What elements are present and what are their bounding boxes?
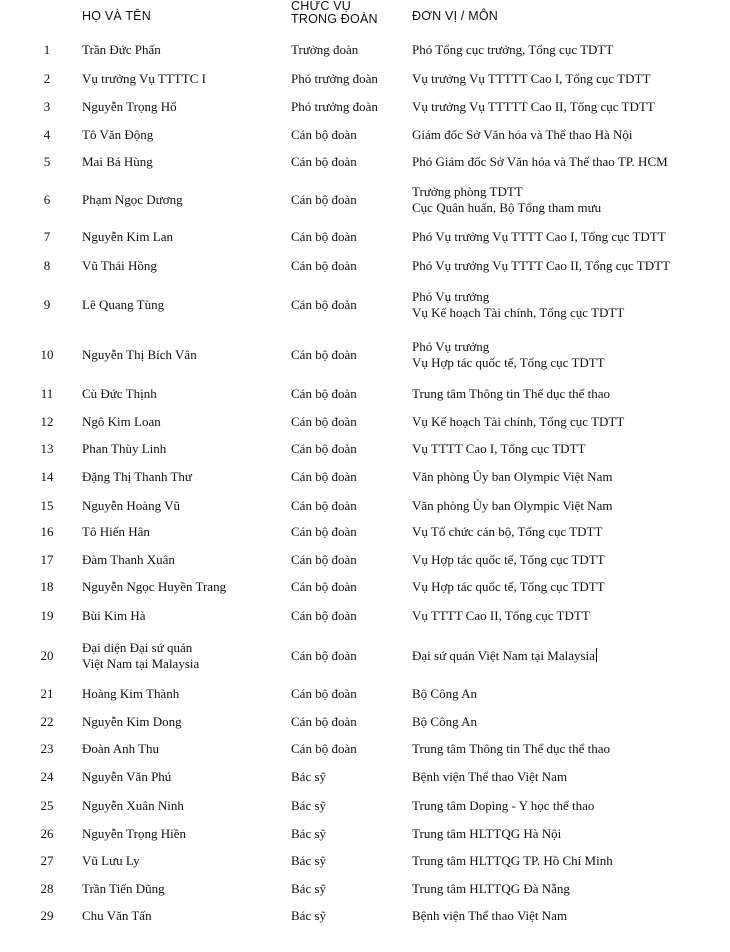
row-index: 8 [43,258,51,273]
row-unit-line: Trung tâm HLTTQG TP. Hồ Chí Minh [412,853,613,868]
row-role: Cán bộ đoàn [291,192,357,207]
table-header [0,0,730,44]
row-unit-line: Trưởng phòng TDTT [412,184,523,199]
row-role: Cán bộ đoàn [291,686,357,701]
row-name [82,524,150,540]
row-unit [412,469,612,485]
row-role: Cán bộ đoàn [291,229,357,244]
row-name-line: Nguyễn Kim Dong [82,714,182,729]
row-name [82,826,186,842]
row-unit [412,826,561,842]
row-unit-line: Phó Vụ trưởng Vụ TTTT Cao II, Tổng cục TDTT [412,258,671,273]
row-role: Cán bộ đoàn [291,441,357,456]
row-index: 5 [43,154,51,169]
row-role: Cán bộ đoàn [291,386,357,401]
row-name [82,714,182,730]
row-name [82,192,183,208]
row-unit [412,498,612,514]
header-role-line2: TRONG ĐOÀN [291,12,378,26]
row-name-line: Tô Hiến Hân [82,524,150,539]
row-unit [412,608,590,624]
row-name-line: Vụ trưởng Vụ TTTTC I [82,71,206,86]
row-unit-line: Trung tâm Doping - Y học thể thao [412,798,595,813]
row-name [82,414,161,430]
row-index: 4 [43,127,51,142]
row-unit-line: Trung tâm Thông tin Thể dục thể thao [412,741,610,756]
row-role: Cán bộ đoàn [291,414,357,429]
row-unit-line: Phó Vụ trưởng Vụ TTTT Cao I, Tổng cục TDTT [412,229,666,244]
row-unit [412,441,585,457]
row-name [82,686,179,702]
row-unit [412,769,567,785]
row-role: Cán bộ đoàn [291,714,357,729]
header-unit: ĐƠN VỊ / MÔN [412,9,499,23]
row-unit-line: Vụ Hợp tác quốc tế, Tổng cục TDTT [412,579,605,594]
row-unit [412,154,668,170]
row-role: Cán bộ đoàn [291,524,357,539]
row-unit-line: Bộ Công An [412,686,478,701]
row-unit [412,798,594,814]
row-name [82,881,165,897]
row-unit [412,229,666,245]
row-name [82,42,161,58]
row-name-line: Nguyễn Ngọc Huyền Trang [82,579,227,594]
header-role [291,0,378,26]
row-unit [412,414,624,430]
row-unit-line: Văn phòng Ủy ban Olympic Việt Nam [412,469,613,484]
row-unit-line: Văn phòng Ủy ban Olympic Việt Nam [412,498,613,513]
row-unit-line: Bệnh viện Thể thao Việt Nam [412,908,568,923]
row-unit [412,686,477,702]
row-role: Cán bộ đoàn [291,498,357,513]
row-name [82,469,192,485]
row-role: Cán bộ đoàn [291,154,357,169]
row-index: 15 [40,498,54,513]
row-index: 25 [40,798,54,813]
row-unit [412,881,570,897]
row-unit-line: Phó Giám đốc Sở Văn hóa và Thể thao TP. HCM [412,154,668,169]
row-role: Bác sỹ [291,798,327,813]
row-name-line: Phan Thùy Linh [82,441,167,456]
row-name [82,229,173,245]
row-index: 12 [40,414,54,429]
row-unit-line: Trung tâm HLTTQG Đà Nẵng [412,881,570,896]
row-role: Bác sỹ [291,769,327,784]
row-name [82,154,153,170]
row-name [82,579,226,595]
row-name-line: Phạm Ngọc Dương [82,192,183,207]
row-unit-line: Bộ Công An [412,714,478,729]
row-role: Bác sỹ [291,908,327,923]
row-role: Cán bộ đoàn [291,258,357,273]
row-name-line: Vũ Thái Hồng [82,258,157,273]
row-unit [412,552,605,568]
row-unit [412,853,613,869]
row-name [82,258,157,274]
row-name [82,853,140,869]
row-name [82,127,153,143]
row-name-line: Vũ Lưu Ly [82,853,140,868]
row-name [82,908,152,924]
row-unit-line: Phó Vụ trưởng [412,339,490,354]
row-name [82,71,206,87]
row-unit-line: Vụ Kế hoạch Tài chính, Tổng cục TDTT [412,305,625,320]
row-unit-line: Vụ TTTT Cao II, Tổng cục TDTT [412,608,590,623]
row-index: 20 [40,648,54,663]
row-name-line: Mai Bá Hùng [82,154,153,169]
row-index: 18 [40,579,54,594]
row-role: Phó trưởng đoàn [291,71,378,86]
row-index: 17 [40,552,54,567]
row-unit-line: Vụ trưởng Vụ TTTTT Cao I, Tổng cục TDTT [412,71,651,86]
row-unit [412,289,624,321]
row-name [82,608,146,624]
row-index: 21 [40,686,54,701]
row-name-line: Bùi Kim Hà [82,608,146,623]
row-unit [412,339,605,371]
row-name [82,769,171,785]
row-name [82,640,199,672]
row-index: 9 [43,297,51,312]
row-name [82,386,157,402]
row-role: Cán bộ đoàn [291,297,357,312]
row-name-line: Hoàng Kim Thành [82,686,180,701]
row-unit-line: Vụ trưởng Vụ TTTTT Cao II, Tổng cục TDTT [412,99,655,114]
row-index: 13 [40,441,54,456]
row-index: 1 [43,42,51,57]
row-name-line: Đại diện Đại sứ quán [82,640,193,655]
row-unit-line: Đại sứ quán Việt Nam tại Malaysia [412,648,595,663]
row-unit [412,258,670,274]
row-name-line: Chu Văn Tấn [82,908,152,923]
row-name [82,99,177,115]
row-role: Cán bộ đoàn [291,608,357,623]
row-unit [412,42,613,58]
row-name-line: Cù Đức Thịnh [82,386,157,401]
row-unit [412,908,567,924]
row-unit [412,741,610,757]
row-name-line: Nguyễn Xuân Ninh [82,798,184,813]
row-unit-line: Giám đốc Sở Văn hóa và Thể thao Hà Nội [412,127,633,142]
row-name [82,798,184,814]
row-index: 16 [40,524,54,539]
row-index: 22 [40,714,54,729]
row-role: Cán bộ đoàn [291,552,357,567]
row-index: 26 [40,826,54,841]
row-role: Trưởng đoàn [291,42,359,57]
row-index: 28 [40,881,54,896]
row-unit [412,524,602,540]
row-name-line: Nguyễn Thị Bích Vân [82,347,197,362]
row-role: Bác sỹ [291,853,327,868]
row-index: 19 [40,608,54,623]
row-unit [412,127,633,143]
row-index: 3 [43,99,51,114]
row-unit-line: Vụ Tổ chức cán bộ, Tổng cục TDTT [412,524,603,539]
row-index: 7 [43,229,51,244]
row-unit-line: Phó Tổng cục trưởng, Tổng cục TDTT [412,42,614,57]
row-index: 11 [40,386,54,401]
row-name-line: Lê Quang Tùng [82,297,165,312]
row-name-line: Đoàn Anh Thu [82,741,160,756]
row-name-line: Đặng Thị Thanh Thư [82,469,192,484]
row-name [82,552,175,568]
row-name-line: Trần Đức Phấn [82,42,161,57]
row-index: 6 [43,192,51,207]
row-unit [412,714,477,730]
row-unit-line: Vụ Hợp tác quốc tế, Tổng cục TDTT [412,552,605,567]
row-unit [412,579,605,595]
row-name [82,441,166,457]
row-index: 24 [40,769,54,784]
header-name: HỌ VÀ TÊN [82,9,151,23]
row-name-line: Ngô Kim Loan [82,414,161,429]
row-role: Cán bộ đoàn [291,741,357,756]
row-index: 29 [40,908,54,923]
row-name-line: Nguyễn Kim Lan [82,229,173,244]
row-unit-line: Bệnh viện Thể thao Việt Nam [412,769,568,784]
row-unit [412,99,655,115]
row-name [82,741,159,757]
row-name-line: Đàm Thanh Xuân [82,552,175,567]
row-unit-line: Trung tâm Thông tin Thể dục thể thao [412,386,610,401]
row-role: Cán bộ đoàn [291,648,357,663]
row-role: Bác sỹ [291,826,327,841]
row-unit-line: Trung tâm HLTTQG Hà Nội [412,826,562,841]
row-index: 27 [40,853,54,868]
row-name [82,347,197,363]
row-unit [412,71,650,87]
row-name-line: Nguyễn Trọng Hiền [82,826,187,841]
row-index: 10 [40,347,54,362]
header-role-line1: CHỨC VỤ [291,0,351,13]
row-index: 14 [40,469,54,484]
row-name-line: Trần Tiến Dũng [82,881,165,896]
row-index: 2 [43,71,51,86]
row-name [82,297,164,313]
row-role: Phó trưởng đoàn [291,99,378,114]
row-role: Cán bộ đoàn [291,347,357,362]
row-unit [412,648,597,664]
row-name-line: Việt Nam tại Malaysia [82,656,200,671]
row-unit-line: Vụ Hợp tác quốc tế, Tổng cục TDTT [412,355,605,370]
row-unit [412,386,610,402]
row-name [82,498,180,514]
text-cursor [596,648,597,662]
row-name-line: Tô Văn Động [82,127,154,142]
row-unit-line: Vụ Kế hoạch Tài chính, Tổng cục TDTT [412,414,625,429]
row-role: Cán bộ đoàn [291,579,357,594]
row-name-line: Nguyễn Trọng Hổ [82,99,177,114]
row-unit-line: Cục Quân huấn, Bộ Tổng tham mưu [412,200,602,215]
row-unit-line: Vụ TTTT Cao I, Tổng cục TDTT [412,441,586,456]
row-name-line: Nguyễn Văn Phú [82,769,172,784]
row-index: 23 [40,741,54,756]
row-unit [412,184,601,216]
row-name-line: Nguyễn Hoàng Vũ [82,498,180,513]
row-unit-line: Phó Vụ trưởng [412,289,490,304]
row-role: Cán bộ đoàn [291,469,357,484]
row-role: Bác sỹ [291,881,327,896]
row-role: Cán bộ đoàn [291,127,357,142]
